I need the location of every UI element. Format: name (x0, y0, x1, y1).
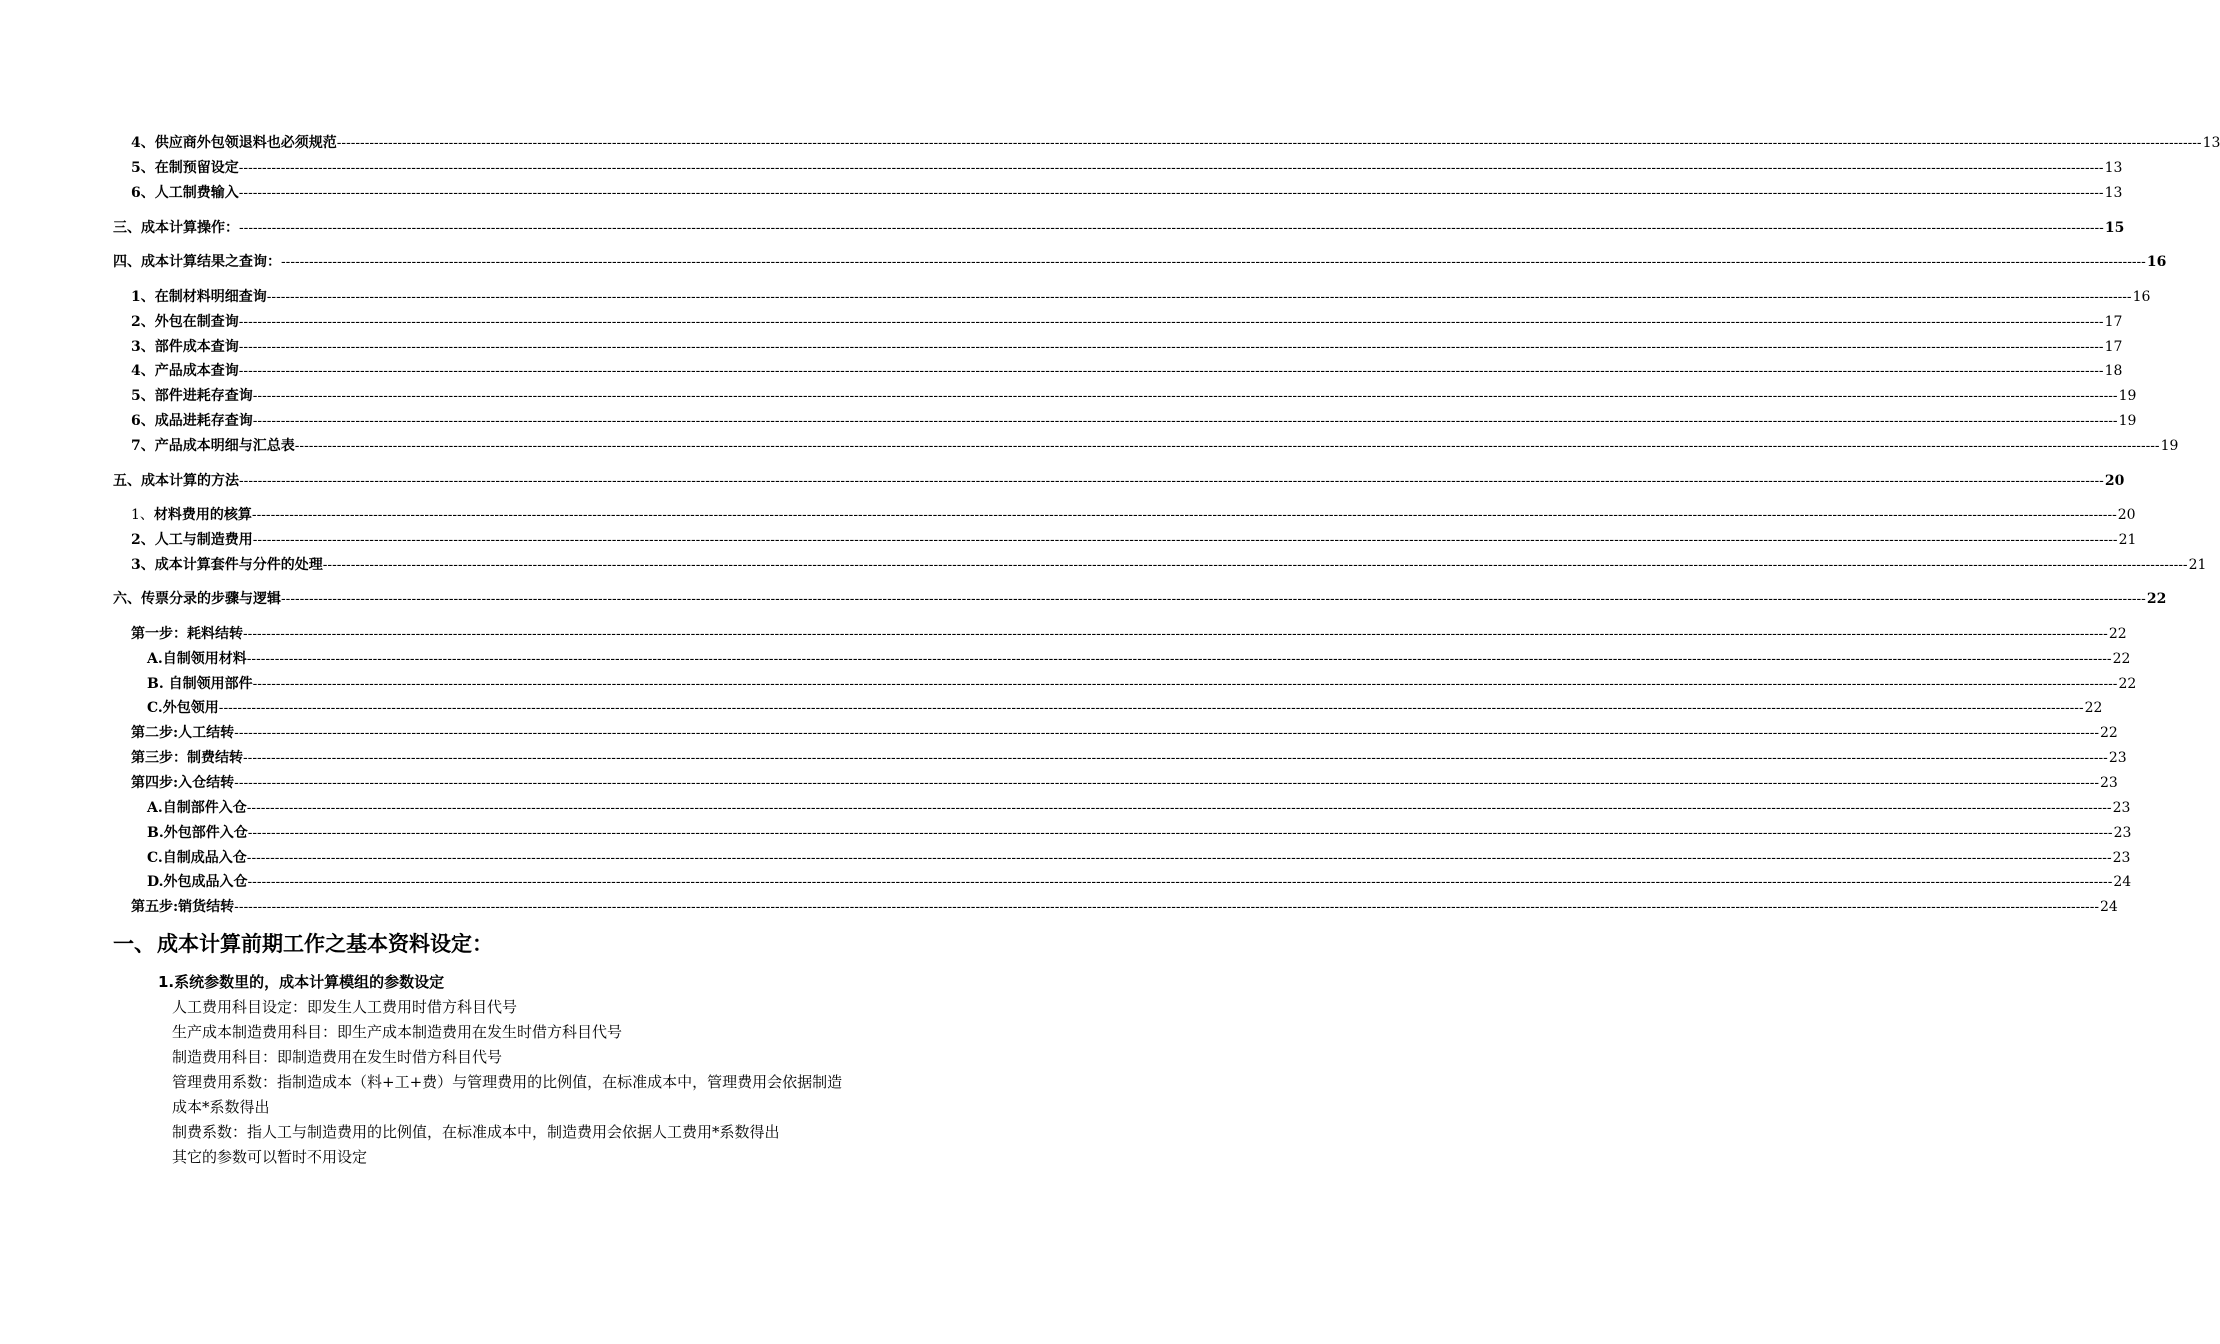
toc-dot-leader: ---------------------------------------------------------------------------------------------------------------------------------------------------------------------------------------------------------------------------------------------------------------------------------------------------------------------------------------------------------------------------------------------------------------- (246, 799, 2112, 815)
toc-entry-title: 成本计算套件与分件的处理 (154, 557, 323, 573)
toc-entry-page: 22 (2146, 591, 2167, 607)
toc-entry[interactable] (131, 158, 2123, 177)
toc-entry-title: 产品成本明细与汇总表 (154, 438, 295, 454)
toc-entry-page: 16 (2146, 254, 2167, 270)
toc-entry-page: 19 (2118, 388, 2137, 404)
toc-dot-leader: ---------------------------------------------------------------------------------------------------------------------------------------------------------------------------------------------------------------------------------------------------------------------------------------------------------------------------------------------------------------------------------------------------------------- (238, 184, 2104, 200)
subsection-heading: 1.系统参数里的，成本计算模组的参数设定 (158, 973, 445, 991)
toc-entry[interactable] (131, 312, 2123, 331)
toc-dot-leader: ---------------------------------------------------------------------------------------------------------------------------------------------------------------------------------------------------------------------------------------------------------------------------------------------------------------------------------------------------------------------------------------------------------------- (266, 288, 2132, 304)
toc-dot-leader: ---------------------------------------------------------------------------------------------------------------------------------------------------------------------------------------------------------------------------------------------------------------------------------------------------------------------------------------------------------------------------------------------------------------- (218, 699, 2084, 715)
toc-entry[interactable] (113, 218, 2125, 237)
toc-entry-title: 在制预留设定 (154, 160, 239, 176)
toc-entry[interactable] (131, 337, 2123, 356)
toc-entry[interactable] (113, 252, 2167, 271)
toc-entry-title: 第三步：制费结转 (131, 750, 243, 766)
paragraph: 人工费用科目设定：即发生人工费用时借方科目代号 (172, 998, 518, 1016)
toc-entry-page: 16 (2132, 289, 2151, 305)
toc-entry-number: 3、 (131, 339, 155, 355)
toc-entry-title: C.自制成品入仓 (147, 850, 247, 866)
toc-entry-title: 在制材料明细查询 (154, 289, 267, 305)
toc-entry-number: 五、 (113, 473, 141, 489)
toc-dot-leader: ---------------------------------------------------------------------------------------------------------------------------------------------------------------------------------------------------------------------------------------------------------------------------------------------------------------------------------------------------------------------------------------------------------------- (252, 387, 2118, 403)
toc-entry-number: 2、 (131, 532, 155, 548)
toc-dot-leader: ---------------------------------------------------------------------------------------------------------------------------------------------------------------------------------------------------------------------------------------------------------------------------------------------------------------------------------------------------------------------------------------------------------------- (238, 159, 2104, 175)
toc-dot-leader: ---------------------------------------------------------------------------------------------------------------------------------------------------------------------------------------------------------------------------------------------------------------------------------------------------------------------------------------------------------------------------------------------------------------- (322, 556, 2188, 572)
toc-entry-number: 7、 (131, 438, 155, 454)
toc-dot-leader: ---------------------------------------------------------------------------------------------------------------------------------------------------------------------------------------------------------------------------------------------------------------------------------------------------------------------------------------------------------------------------------------------------------------- (252, 675, 2118, 691)
toc-entry-number: 6、 (131, 185, 155, 201)
toc-entry-title: 第四步:入仓结转 (131, 775, 235, 791)
toc-entry[interactable] (131, 897, 2118, 916)
toc-dot-leader: ---------------------------------------------------------------------------------------------------------------------------------------------------------------------------------------------------------------------------------------------------------------------------------------------------------------------------------------------------------------------------------------------------------------- (247, 824, 2113, 840)
section-body (172, 995, 850, 1170)
toc-entry[interactable] (131, 530, 2137, 549)
paragraph: 制造费用科目：即制造费用在发生时借方科目代号 (172, 1048, 503, 1066)
toc-entry-title: 第一步：耗料结转 (131, 626, 243, 642)
toc-entry-page: 24 (2100, 899, 2118, 915)
toc-entry-number: 六、 (113, 591, 141, 607)
toc-dot-leader: ---------------------------------------------------------------------------------------------------------------------------------------------------------------------------------------------------------------------------------------------------------------------------------------------------------------------------------------------------------------------------------------------------------------- (336, 134, 2202, 150)
toc-entry-title: 成本计算结果之查询： (141, 254, 281, 270)
toc-dot-leader: ---------------------------------------------------------------------------------------------------------------------------------------------------------------------------------------------------------------------------------------------------------------------------------------------------------------------------------------------------------------------------------------------------------------- (243, 749, 2108, 765)
toc-entry-title: B. 自制领用部件 (147, 676, 253, 692)
toc-entry-page: 17 (2104, 314, 2123, 330)
toc-entry[interactable] (113, 589, 2167, 608)
toc-entry[interactable] (113, 471, 2125, 490)
toc-dot-leader: ---------------------------------------------------------------------------------------------------------------------------------------------------------------------------------------------------------------------------------------------------------------------------------------------------------------------------------------------------------------------------------------------------------------- (239, 472, 2104, 488)
toc-entry-page: 15 (2104, 220, 2125, 236)
toc-entry[interactable] (131, 773, 2118, 792)
toc-dot-leader: ---------------------------------------------------------------------------------------------------------------------------------------------------------------------------------------------------------------------------------------------------------------------------------------------------------------------------------------------------------------------------------------------------------------- (238, 362, 2104, 378)
toc-entry-page: 19 (2160, 438, 2179, 454)
toc-dot-leader: ---------------------------------------------------------------------------------------------------------------------------------------------------------------------------------------------------------------------------------------------------------------------------------------------------------------------------------------------------------------------------------------------------------------- (251, 506, 2117, 522)
toc-entry[interactable] (147, 674, 2137, 693)
toc-entry[interactable] (147, 872, 2132, 891)
toc-entry-title: 供应商外包领退料也必须规范 (154, 135, 337, 151)
toc-entry-title: C.外包领用 (147, 700, 219, 716)
toc-dot-leader: ---------------------------------------------------------------------------------------------------------------------------------------------------------------------------------------------------------------------------------------------------------------------------------------------------------------------------------------------------------------------------------------------------------------- (246, 650, 2112, 666)
toc-entry-number: 四、 (113, 254, 141, 270)
toc-entry-page: 21 (2118, 532, 2137, 548)
toc-entry[interactable] (131, 386, 2137, 405)
toc-entry-page: 22 (2084, 700, 2103, 716)
toc-dot-leader: ---------------------------------------------------------------------------------------------------------------------------------------------------------------------------------------------------------------------------------------------------------------------------------------------------------------------------------------------------------------------------------------------------------------- (247, 873, 2113, 889)
toc-dot-leader: ---------------------------------------------------------------------------------------------------------------------------------------------------------------------------------------------------------------------------------------------------------------------------------------------------------------------------------------------------------------------------------------------------------------- (238, 313, 2104, 329)
toc-entry-title: D.外包成品入仓 (147, 874, 248, 890)
paragraph: 生产成本制造费用科目：即生产成本制造费用在发生时借方科目代号 (172, 1023, 623, 1041)
paragraph: 管理费用系数：指制造成本（料+工+费）与管理费用的比例值，在标准成本中，管理费用会依据制造成本*系数得出 (172, 1073, 843, 1116)
toc-entry-title: B.外包部件入仓 (147, 825, 248, 841)
toc-entry-page: 17 (2104, 339, 2123, 355)
toc-entry[interactable] (131, 555, 2207, 574)
toc-entry-title: 产品成本查询 (154, 363, 239, 379)
toc-entry[interactable] (131, 436, 2179, 455)
toc-entry-title: 人工与制造费用 (154, 532, 253, 548)
toc-entry-page: 22 (2118, 676, 2137, 692)
toc-entry-title: 传票分录的步骤与逻辑 (141, 591, 281, 607)
toc-entry-number: 三、 (113, 220, 141, 236)
paragraph: 其它的参数可以暂时不用设定 (172, 1148, 368, 1166)
toc-entry-number: 5、 (131, 160, 155, 176)
toc-dot-leader: ---------------------------------------------------------------------------------------------------------------------------------------------------------------------------------------------------------------------------------------------------------------------------------------------------------------------------------------------------------------------------------------------------------------- (243, 625, 2108, 641)
section-title: 成本计算前期工作之基本资料设定： (157, 932, 493, 956)
toc-entry-number: 3、 (131, 557, 155, 573)
toc-entry[interactable] (131, 361, 2123, 380)
toc-entry-title: A.自制部件入仓 (147, 800, 247, 816)
toc-entry-number: 4、 (131, 363, 155, 379)
toc-entry-page: 13 (2202, 135, 2220, 151)
toc-entry-page: 18 (2104, 363, 2123, 379)
toc-entry-number: 4、 (131, 135, 155, 151)
toc-dot-leader: ---------------------------------------------------------------------------------------------------------------------------------------------------------------------------------------------------------------------------------------------------------------------------------------------------------------------------------------------------------------------------------------------------------------- (246, 849, 2112, 865)
toc-entry-number: 1、 (131, 289, 155, 305)
toc-entry-page: 22 (2100, 725, 2118, 741)
toc-entry-page: 24 (2113, 874, 2132, 890)
toc-entry[interactable] (131, 723, 2118, 742)
section-heading (113, 928, 493, 958)
toc-entry-page: 22 (2108, 626, 2127, 642)
toc-entry-title: 部件成本查询 (154, 339, 239, 355)
toc-entry[interactable] (147, 698, 2103, 717)
toc-entry-number: 1、 (131, 507, 154, 523)
toc-entry[interactable] (131, 183, 2123, 202)
toc-dot-leader: ---------------------------------------------------------------------------------------------------------------------------------------------------------------------------------------------------------------------------------------------------------------------------------------------------------------------------------------------------------------------------------------------------------------- (234, 774, 2100, 790)
toc-entry-page: 13 (2104, 185, 2123, 201)
toc-entry-title: 第二步:人工结转 (131, 725, 235, 741)
toc-entry-title: 第五步:销货结转 (131, 899, 235, 915)
toc-entry-number: 6、 (131, 413, 155, 429)
toc-entry-page: 23 (2113, 825, 2132, 841)
toc-entry-title: 成本计算操作： (141, 220, 239, 236)
toc-entry-title: 外包在制查询 (154, 314, 239, 330)
toc-entry-page: 21 (2188, 557, 2207, 573)
toc-entry-page: 13 (2104, 160, 2123, 176)
toc-dot-leader: ---------------------------------------------------------------------------------------------------------------------------------------------------------------------------------------------------------------------------------------------------------------------------------------------------------------------------------------------------------------------------------------------------------------- (234, 898, 2100, 914)
toc-entry[interactable] (131, 133, 2220, 152)
toc-entry-title: 材料费用的核算 (153, 507, 252, 523)
toc-entry-title: 成本计算的方法 (141, 473, 239, 489)
toc-dot-leader: ---------------------------------------------------------------------------------------------------------------------------------------------------------------------------------------------------------------------------------------------------------------------------------------------------------------------------------------------------------------------------------------------------------------- (294, 437, 2160, 453)
toc-entry[interactable] (131, 748, 2127, 767)
toc-dot-leader: ---------------------------------------------------------------------------------------------------------------------------------------------------------------------------------------------------------------------------------------------------------------------------------------------------------------------------------------------------------------------------------------------------------------- (239, 219, 2104, 235)
toc-entry[interactable] (147, 823, 2132, 842)
toc-entry-title: 部件进耗存查询 (154, 388, 253, 404)
toc-entry-page: 23 (2112, 800, 2131, 816)
section-number: 一、 (113, 932, 155, 956)
toc-entry-title: A.自制领用材料 (147, 651, 247, 667)
toc-entry[interactable] (131, 287, 2151, 306)
toc-dot-leader: ---------------------------------------------------------------------------------------------------------------------------------------------------------------------------------------------------------------------------------------------------------------------------------------------------------------------------------------------------------------------------------------------------------------- (252, 412, 2118, 428)
toc-dot-leader: ---------------------------------------------------------------------------------------------------------------------------------------------------------------------------------------------------------------------------------------------------------------------------------------------------------------------------------------------------------------------------------------------------------------- (252, 531, 2118, 547)
toc-entry-title: 人工制费输入 (154, 185, 239, 201)
toc-entry-number: 2、 (131, 314, 155, 330)
toc-entry-page: 23 (2108, 750, 2127, 766)
toc-entry[interactable] (147, 848, 2131, 867)
toc-entry-page: 20 (2117, 507, 2136, 523)
toc-entry-page: 23 (2100, 775, 2118, 791)
toc-entry[interactable] (147, 649, 2131, 668)
toc-entry-page: 19 (2118, 413, 2137, 429)
toc-dot-leader: ---------------------------------------------------------------------------------------------------------------------------------------------------------------------------------------------------------------------------------------------------------------------------------------------------------------------------------------------------------------------------------------------------------------- (281, 590, 2146, 606)
toc-dot-leader: ---------------------------------------------------------------------------------------------------------------------------------------------------------------------------------------------------------------------------------------------------------------------------------------------------------------------------------------------------------------------------------------------------------------- (281, 253, 2146, 269)
toc-dot-leader: ---------------------------------------------------------------------------------------------------------------------------------------------------------------------------------------------------------------------------------------------------------------------------------------------------------------------------------------------------------------------------------------------------------------- (238, 338, 2104, 354)
paragraph: 制费系数：指人工与制造费用的比例值，在标准成本中，制造费用会依据人工费用*系数得出 (172, 1123, 780, 1141)
toc-entry-number: 5、 (131, 388, 155, 404)
toc-entry-page: 22 (2112, 651, 2131, 667)
toc-entry[interactable] (147, 798, 2131, 817)
toc-entry-title: 成品进耗存查询 (154, 413, 253, 429)
toc-entry-page: 20 (2104, 473, 2125, 489)
toc-entry[interactable] (131, 505, 2136, 524)
toc-entry[interactable] (131, 624, 2127, 643)
toc-entry-page: 23 (2112, 850, 2131, 866)
toc-dot-leader: ---------------------------------------------------------------------------------------------------------------------------------------------------------------------------------------------------------------------------------------------------------------------------------------------------------------------------------------------------------------------------------------------------------------- (234, 724, 2100, 740)
toc-entry[interactable] (131, 411, 2137, 430)
